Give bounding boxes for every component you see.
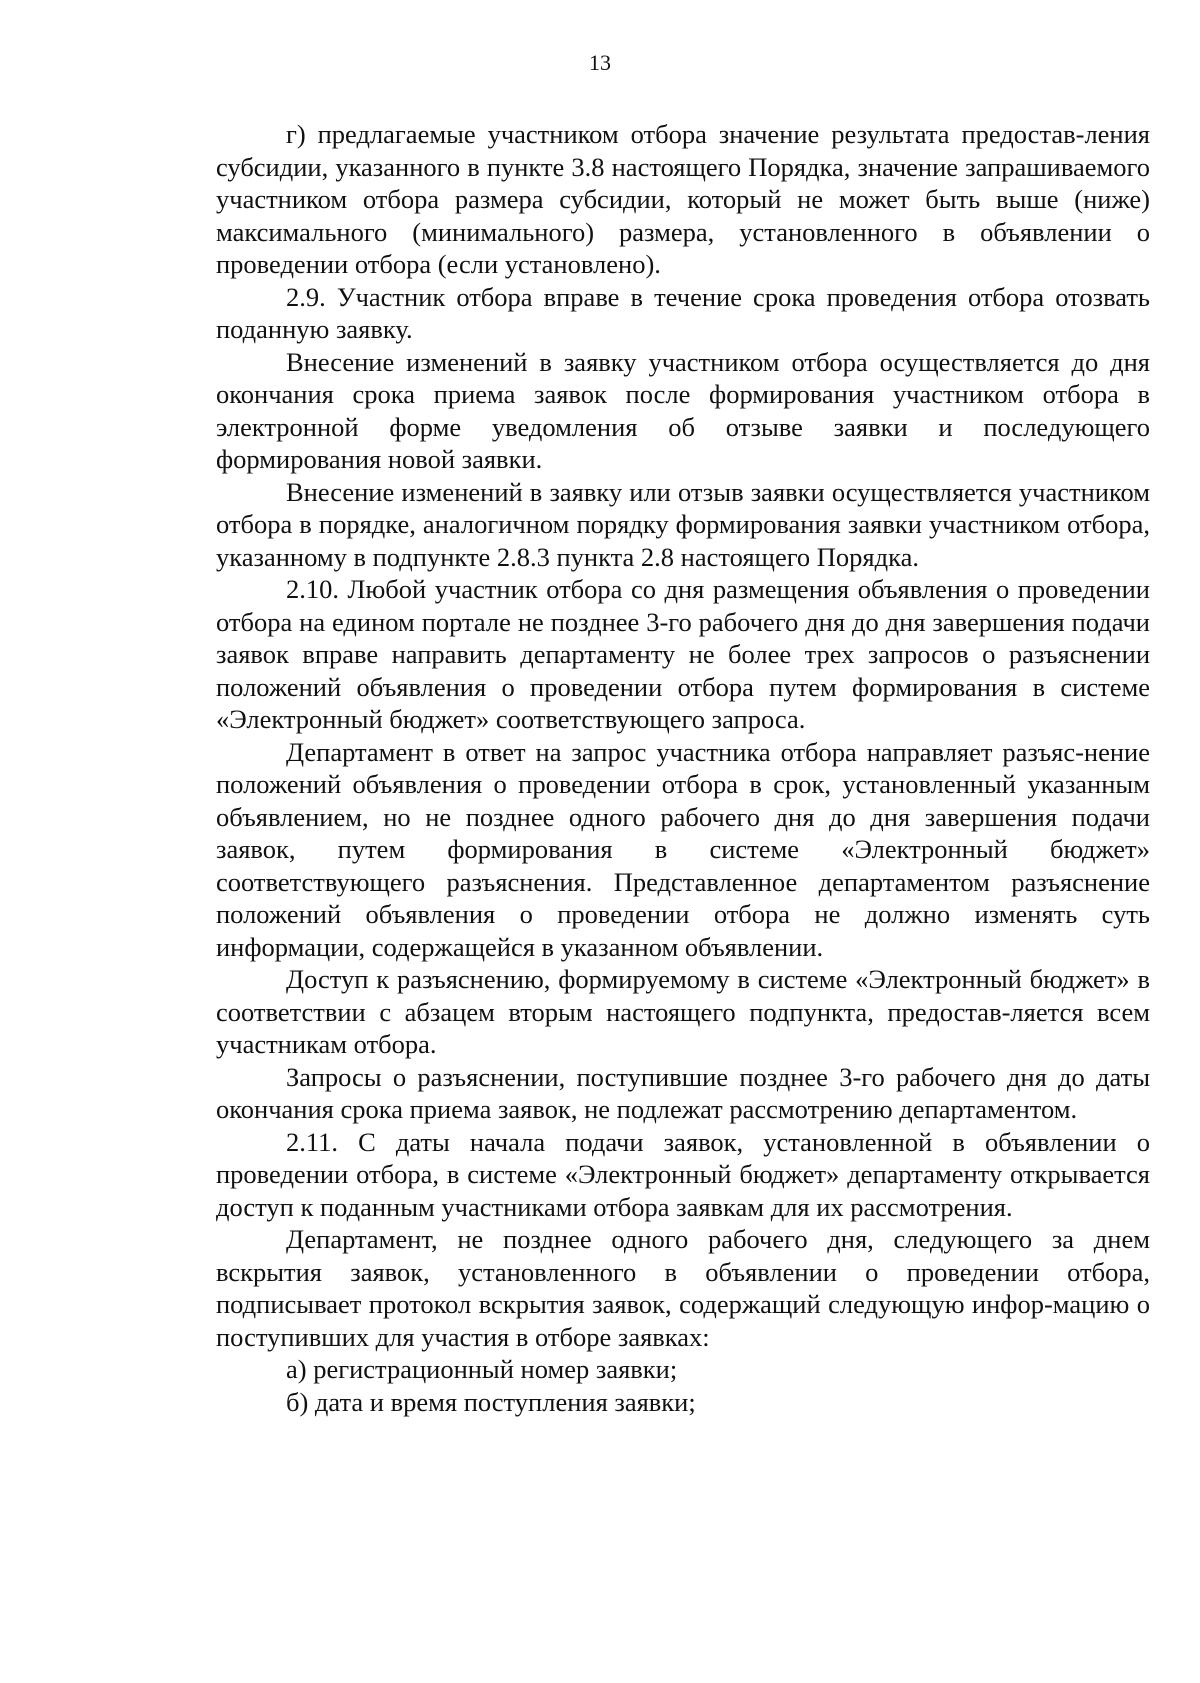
paragraph-changes: Внесение изменений в заявку участником отбора осуществляется до дня окончания срока приема заявок после формирования участником отбора в электронной форме уведомления об отзыве заявки и последующего формирования новой заявки. [216,346,1150,474]
paragraph-item-a: а) регистрационный номер заявки; [286,1354,678,1384]
paragraph-2-9: 2.9. Участник отбора вправе в течение срока проведения отбора отозвать поданную заявку. [216,281,1150,344]
paragraph-item-b: б) дата и время поступления заявки; [286,1386,696,1417]
paragraph-department-response: Департамент в ответ на запрос участника отбора направляет разъяс-нение положений объявления о проведении отбора в срок, установленный указанным объявлением, но не позднее одного рабочего дня до дня завершения подачи заявок, путем формирования в системе «Электронный бюджет» соответствующего разъяснения. Представленное департаментом разъяснение положений объявления о проведении отбора не должно изменять суть информации, содержащейся в указанном объявлении. [216,736,1150,962]
paragraph-item-g: г) предлагаемые участником отбора значение результата предостав-ления субсидии, указанного в пункте 3.8 настоящего Порядка, значение запрашиваемого участником отбора размера субсидии, который не может быть выше (ниже) максимального (минимального) размера, установленного в объявлении о проведении отбора (если установлено). [216,119,1150,279]
paragraph-access-to-clarification: Доступ к разъяснению, формируемому в системе «Электронный бюджет» в соответствии с абзацем вторым настоящего подпункта, предостав-ляется всем участникам отбора. [216,964,1150,1059]
paragraph-opening-protocol: Департамент, не позднее одного рабочего дня, следующего за днем вскрытия заявок, установленного в объявлении о проведении отбора, подписывает протокол вскрытия заявок, содержащий следующую инфор-мацию о поступивших для участия в отборе заявках: [216,1224,1150,1352]
paragraph-late-requests: Запросы о разъяснении, поступившие позднее 3-го рабочего дня до даты окончания срока приема заявок, не подлежат рассмотрению департаментом. [216,1061,1150,1124]
paragraph-changes-or-withdrawal: Внесение изменений в заявку или отзыв заявки осуществляется участником отбора в порядке, аналогичном порядку формирования заявки участником отбора, указанному в подпункте 2.8.3 пункта 2.8 настоящего Порядка. [216,476,1150,572]
paragraph-2-11: 2.11. С даты начала подачи заявок, установленной в объявлении о проведении отбора, в системе «Электронный бюджет» департаменту открывается доступ к поданным участниками отбора заявкам для их рассмотрения. [216,1126,1150,1222]
document-body [216,118,1150,1418]
paragraph-2-10: 2.10. Любой участник отбора со дня размещения объявления о проведении отбора на едином портале не позднее 3-го рабочего дня до дня завершения подачи заявок вправе направить департаменту не более трех запросов о разъяснении положений объявления о проведении отбора путем формирования в системе «Электронный бюджет» соответствующего запроса. [216,574,1150,734]
page-number: 13 [589,50,611,75]
